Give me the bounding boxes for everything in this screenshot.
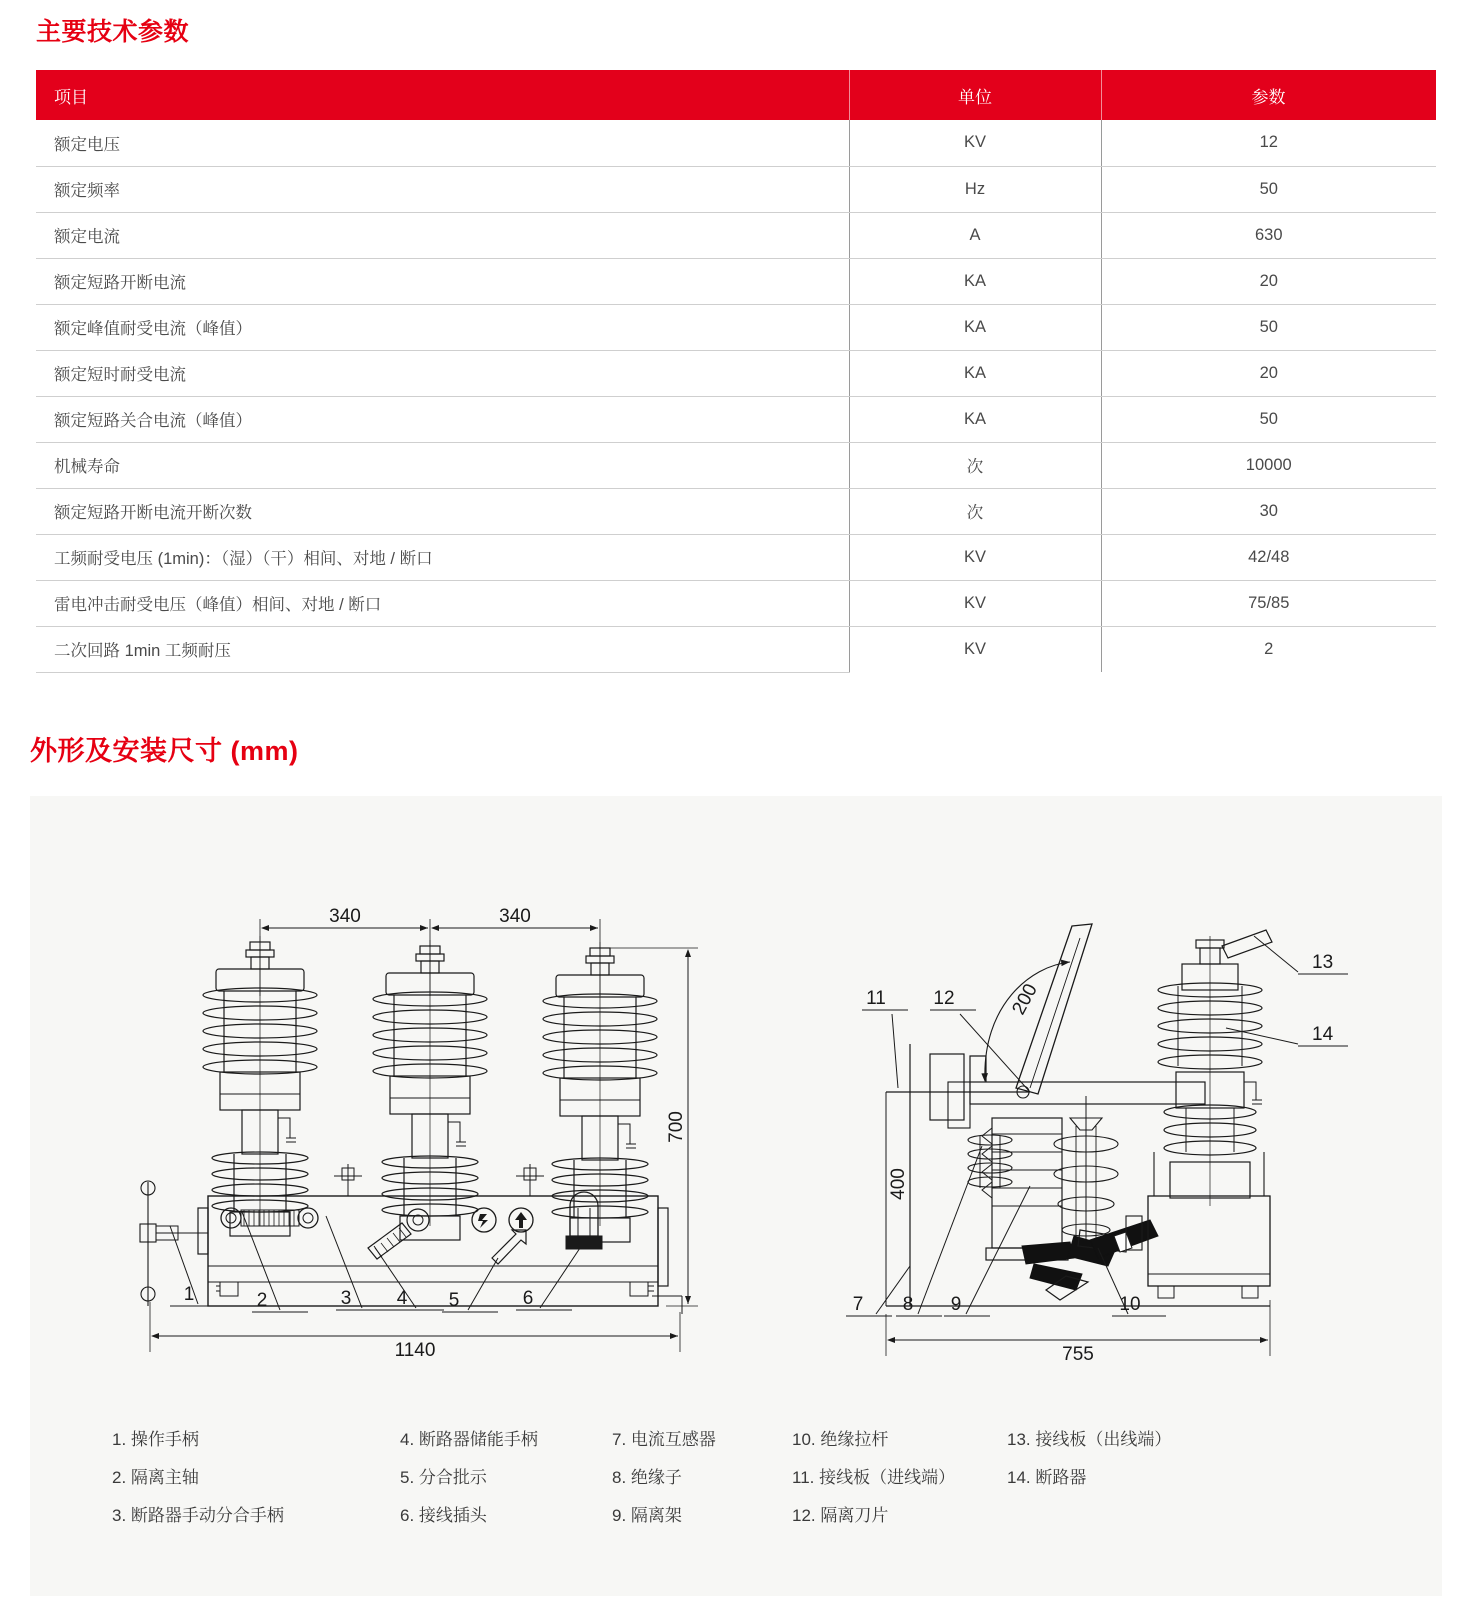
breaker-body [198, 1196, 682, 1314]
spec-section-heading: 主要技术参数 [36, 18, 190, 46]
legend-item-6: 6. 接线插头 [400, 1505, 487, 1525]
cell-item: 额定短路关合电流（峰值） [36, 396, 849, 442]
callout-7: 7 [852, 1294, 864, 1315]
legend-item-7: 7. 电流互感器 [612, 1429, 716, 1449]
table-row [36, 396, 1436, 442]
dim-340-right [432, 906, 600, 996]
cell-param: 50 [1101, 396, 1436, 442]
front-view-group [140, 906, 698, 1361]
table-row [36, 534, 1436, 580]
spec-table-body [36, 120, 1436, 672]
callout-12: 12 [933, 988, 955, 1009]
dim-label-200: 200 [1008, 980, 1042, 1019]
legend-item-8: 8. 绝缘子 [612, 1467, 682, 1487]
legend-item-9: 9. 隔离架 [612, 1505, 682, 1525]
column-header-param: 参数 [1101, 70, 1436, 120]
cell-item: 额定短时耐受电流 [36, 350, 849, 396]
dim-label-700: 700 [666, 1111, 687, 1143]
dim-1140 [150, 1302, 680, 1361]
callout-5: 5 [448, 1290, 460, 1311]
cell-item: 额定频率 [36, 166, 849, 212]
cell-unit: KA [849, 258, 1101, 304]
cell-unit: KA [849, 396, 1101, 442]
dim-400 [888, 1092, 910, 1266]
pole-bushing-left [203, 936, 317, 1236]
mounting-bracket-right [516, 1164, 544, 1196]
dim-700 [608, 948, 698, 1306]
spec-table [36, 70, 1436, 673]
cell-param: 42/48 [1101, 534, 1436, 580]
legend-item-14: 14. 断路器 [1007, 1467, 1087, 1487]
cell-item: 额定电流 [36, 212, 849, 258]
legend-item-2: 2. 隔离主轴 [112, 1467, 199, 1487]
column-header-item: 项目 [36, 70, 849, 120]
table-row [36, 166, 1436, 212]
dim-label-340-right: 340 [499, 906, 531, 927]
dim-340-left [260, 906, 430, 996]
cell-unit: KV [849, 580, 1101, 626]
callout-8: 8 [902, 1294, 914, 1315]
side-frame [886, 1044, 1270, 1306]
table-row [36, 304, 1436, 350]
table-header-row [36, 70, 1436, 120]
cell-param: 50 [1101, 304, 1436, 350]
legend-item-10: 10. 绝缘拉杆 [792, 1429, 889, 1449]
pole-bushing-right [543, 942, 657, 1242]
connector-plug [566, 1192, 602, 1249]
cell-unit: KV [849, 626, 1101, 672]
cell-unit: 次 [849, 442, 1101, 488]
cell-param: 30 [1101, 488, 1436, 534]
callout-9: 9 [950, 1294, 962, 1315]
suspension-insulator [1054, 1096, 1118, 1248]
table-row [36, 120, 1436, 166]
column-header-unit: 单位 [849, 70, 1101, 120]
spec-table-head [36, 70, 1436, 120]
cell-item: 机械寿命 [36, 442, 849, 488]
post-insulator [982, 1118, 1068, 1260]
table-row [36, 580, 1436, 626]
legend-row [112, 1418, 1362, 1456]
dim-200-arc [985, 962, 1070, 1081]
side-view-group [846, 924, 1348, 1365]
table-row [36, 212, 1436, 258]
dim-label-340-left: 340 [329, 906, 361, 927]
cell-item: 二次回路 1min 工频耐压 [36, 626, 849, 672]
table-row [36, 442, 1436, 488]
open-close-indicator [472, 1208, 533, 1264]
cell-item: 额定电压 [36, 120, 849, 166]
cell-item: 额定峰值耐受电流（峰值） [36, 304, 849, 350]
legend-item-12: 12. 隔离刀片 [792, 1505, 889, 1525]
callout-13: 13 [1312, 952, 1334, 973]
cell-unit: KA [849, 350, 1101, 396]
breaker-unit-side [1148, 930, 1272, 1298]
legend-item-3: 3. 断路器手动分合手柄 [112, 1505, 284, 1525]
table-row [36, 488, 1436, 534]
callout-6: 6 [522, 1288, 534, 1309]
cell-unit: 次 [849, 488, 1101, 534]
cell-param: 2 [1101, 626, 1436, 672]
legend-item-5: 5. 分合批示 [400, 1467, 487, 1487]
cell-item: 额定短路开断电流 [36, 258, 849, 304]
mounting-bracket-left [334, 1164, 362, 1196]
legend-item-1: 1. 操作手柄 [112, 1429, 199, 1449]
table-row [36, 350, 1436, 396]
cell-unit: KV [849, 534, 1101, 580]
cell-param: 10000 [1101, 442, 1436, 488]
spec-table-container [36, 70, 1436, 673]
callout-2: 2 [256, 1290, 268, 1311]
cell-param: 630 [1101, 212, 1436, 258]
legend-item-4: 4. 断路器储能手柄 [400, 1429, 538, 1449]
cell-param: 20 [1101, 350, 1436, 396]
table-row [36, 258, 1436, 304]
callout-11: 11 [866, 988, 886, 1009]
cell-param: 12 [1101, 120, 1436, 166]
cell-item: 工频耐受电压 (1min)：（湿）（干）相间、对地 / 断口 [36, 534, 849, 580]
cell-param: 75/85 [1101, 580, 1436, 626]
callout-1: 1 [183, 1284, 195, 1305]
dim-label-755: 755 [1062, 1344, 1094, 1365]
cell-unit: Hz [849, 166, 1101, 212]
cell-param: 50 [1101, 166, 1436, 212]
dimension-section-heading: 外形及安装尺寸 (mm) [30, 736, 299, 766]
dim-755 [886, 1300, 1270, 1365]
legend-item-13: 13. 接线板（出线端） [1007, 1429, 1172, 1449]
cell-param: 20 [1101, 258, 1436, 304]
cell-item: 额定短路开断电流开断次数 [36, 488, 849, 534]
isolating-contact-assembly [1022, 1216, 1158, 1300]
callout-10: 10 [1119, 1294, 1141, 1315]
dim-label-400: 400 [888, 1168, 909, 1200]
cell-unit: KA [849, 304, 1101, 350]
cell-unit: A [849, 212, 1101, 258]
dim-label-1140: 1140 [394, 1340, 436, 1361]
table-row [36, 626, 1436, 672]
legend-row [112, 1494, 1362, 1532]
callout-3: 3 [340, 1288, 352, 1309]
drawing-legend [112, 1418, 1362, 1532]
callout-14: 14 [1312, 1024, 1334, 1045]
cell-unit: KV [849, 120, 1101, 166]
side-view-callouts-lower [846, 1010, 1166, 1316]
legend-item-11: 11. 接线板（进线端） [792, 1467, 956, 1487]
cell-item: 雷电冲击耐受电压（峰值）相间、对地 / 断口 [36, 580, 849, 626]
callout-4: 4 [396, 1288, 408, 1309]
pole-bushing-center [373, 940, 487, 1240]
legend-row [112, 1456, 1362, 1494]
front-view-callouts [170, 1212, 580, 1312]
